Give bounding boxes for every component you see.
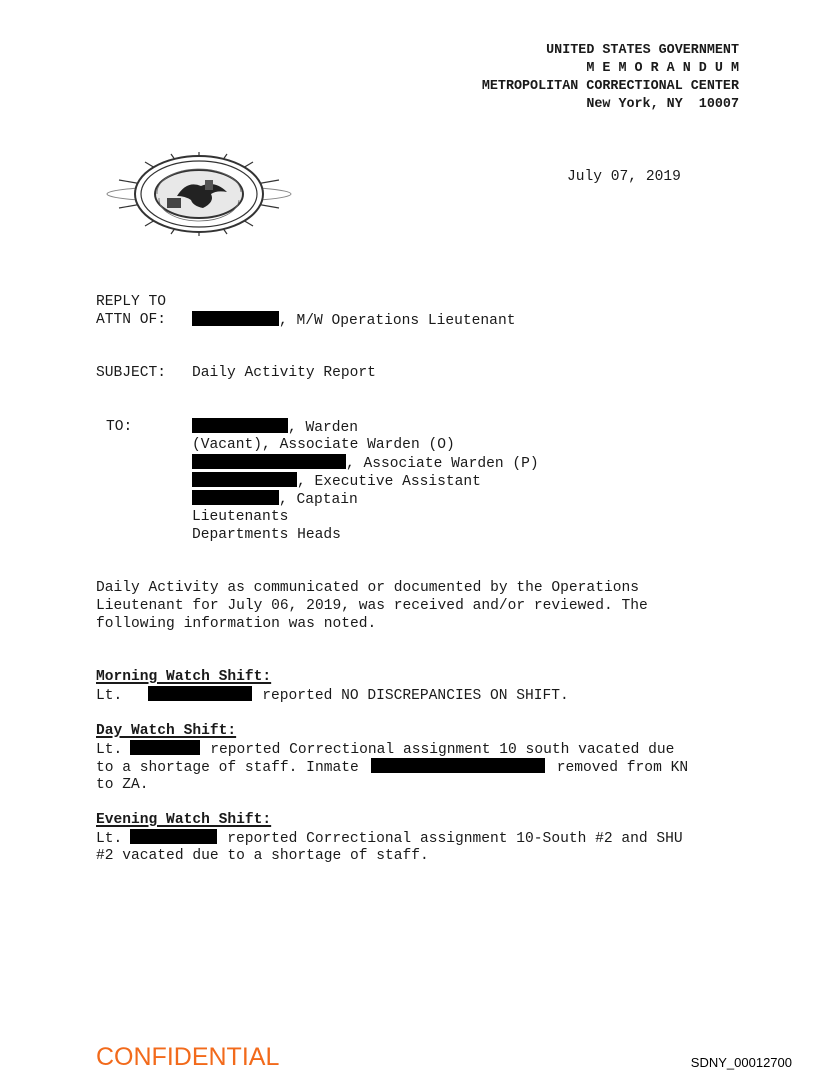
redaction-bar (148, 686, 252, 701)
subject-value: Daily Activity Report (192, 365, 376, 381)
lt-prefix: Lt. (96, 688, 123, 704)
day-watch-text: removed from KN (556, 760, 689, 776)
to-recipient-role: , Warden (288, 420, 359, 436)
doj-seal-icon (86, 132, 274, 220)
attn-of-title: , M/W Operations Lieutenant (279, 313, 516, 329)
lt-prefix: Lt. (96, 742, 123, 758)
to-recipient (192, 490, 358, 509)
header-line-memorandum: M E M O R A N D U M (586, 61, 739, 76)
redaction-bar (371, 758, 545, 773)
day-watch-line: to ZA. (96, 777, 149, 793)
redaction-bar (130, 829, 217, 844)
header-line-address: New York, NY 10007 (586, 97, 739, 112)
attn-of-label: ATTN OF: (96, 312, 167, 328)
redaction-bar (192, 490, 279, 505)
day-watch-text: reported Correctional assignment 10 south vacated due (210, 742, 675, 758)
evening-watch-text: reported Correctional assignment 10-South #2 and SHU (227, 831, 683, 847)
day-watch-line (96, 740, 674, 759)
to-recipient (192, 472, 481, 491)
lt-prefix: Lt. (96, 831, 123, 847)
header-line-institution: METROPOLITAN CORRECTIONAL CENTER (481, 79, 739, 94)
to-recipient: Departments Heads (192, 527, 341, 543)
evening-watch-line: #2 vacated due to a shortage of staff. (96, 848, 429, 864)
subject-label: SUBJECT: (96, 365, 167, 381)
evening-watch-heading: Evening Watch Shift: (96, 812, 272, 828)
intro-line: Lieutenant for July 06, 2019, was received and/or reviewed. The (96, 598, 648, 614)
to-recipient-role: , Executive Assistant (297, 474, 481, 490)
day-watch-heading: Day Watch Shift: (96, 723, 237, 739)
redaction-bar (192, 311, 279, 326)
memo-date: July 07, 2019 (567, 169, 681, 185)
redaction-bar (130, 740, 200, 755)
to-recipient (192, 418, 358, 437)
reply-to-label: REPLY TO (96, 294, 167, 310)
morning-watch-line (96, 686, 569, 705)
morning-watch-heading: Morning Watch Shift: (96, 669, 272, 685)
morning-watch-text: reported NO DISCREPANCIES ON SHIFT. (262, 688, 569, 704)
to-recipient: Lieutenants (192, 509, 289, 525)
intro-line: Daily Activity as communicated or documented by the Operations (96, 580, 639, 596)
redaction-bar (192, 472, 297, 487)
to-recipient-role: , Captain (279, 492, 358, 508)
redaction-bar (192, 418, 288, 433)
intro-line: following information was noted. (96, 616, 377, 632)
day-watch-line (96, 758, 688, 777)
evening-watch-line (96, 829, 683, 848)
bates-number: SDNY_00012700 (690, 1055, 792, 1070)
to-label: TO: (106, 419, 133, 435)
attn-of-value (192, 311, 515, 330)
to-recipient: (Vacant), Associate Warden (O) (192, 437, 455, 453)
to-recipient (192, 454, 539, 473)
to-recipient-role: , Associate Warden (P) (346, 456, 539, 472)
header-line-government: UNITED STATES GOVERNMENT (546, 43, 739, 58)
day-watch-text: to a shortage of staff. Inmate (96, 760, 359, 776)
confidential-stamp: CONFIDENTIAL (96, 1043, 280, 1071)
redaction-bar (192, 454, 346, 469)
